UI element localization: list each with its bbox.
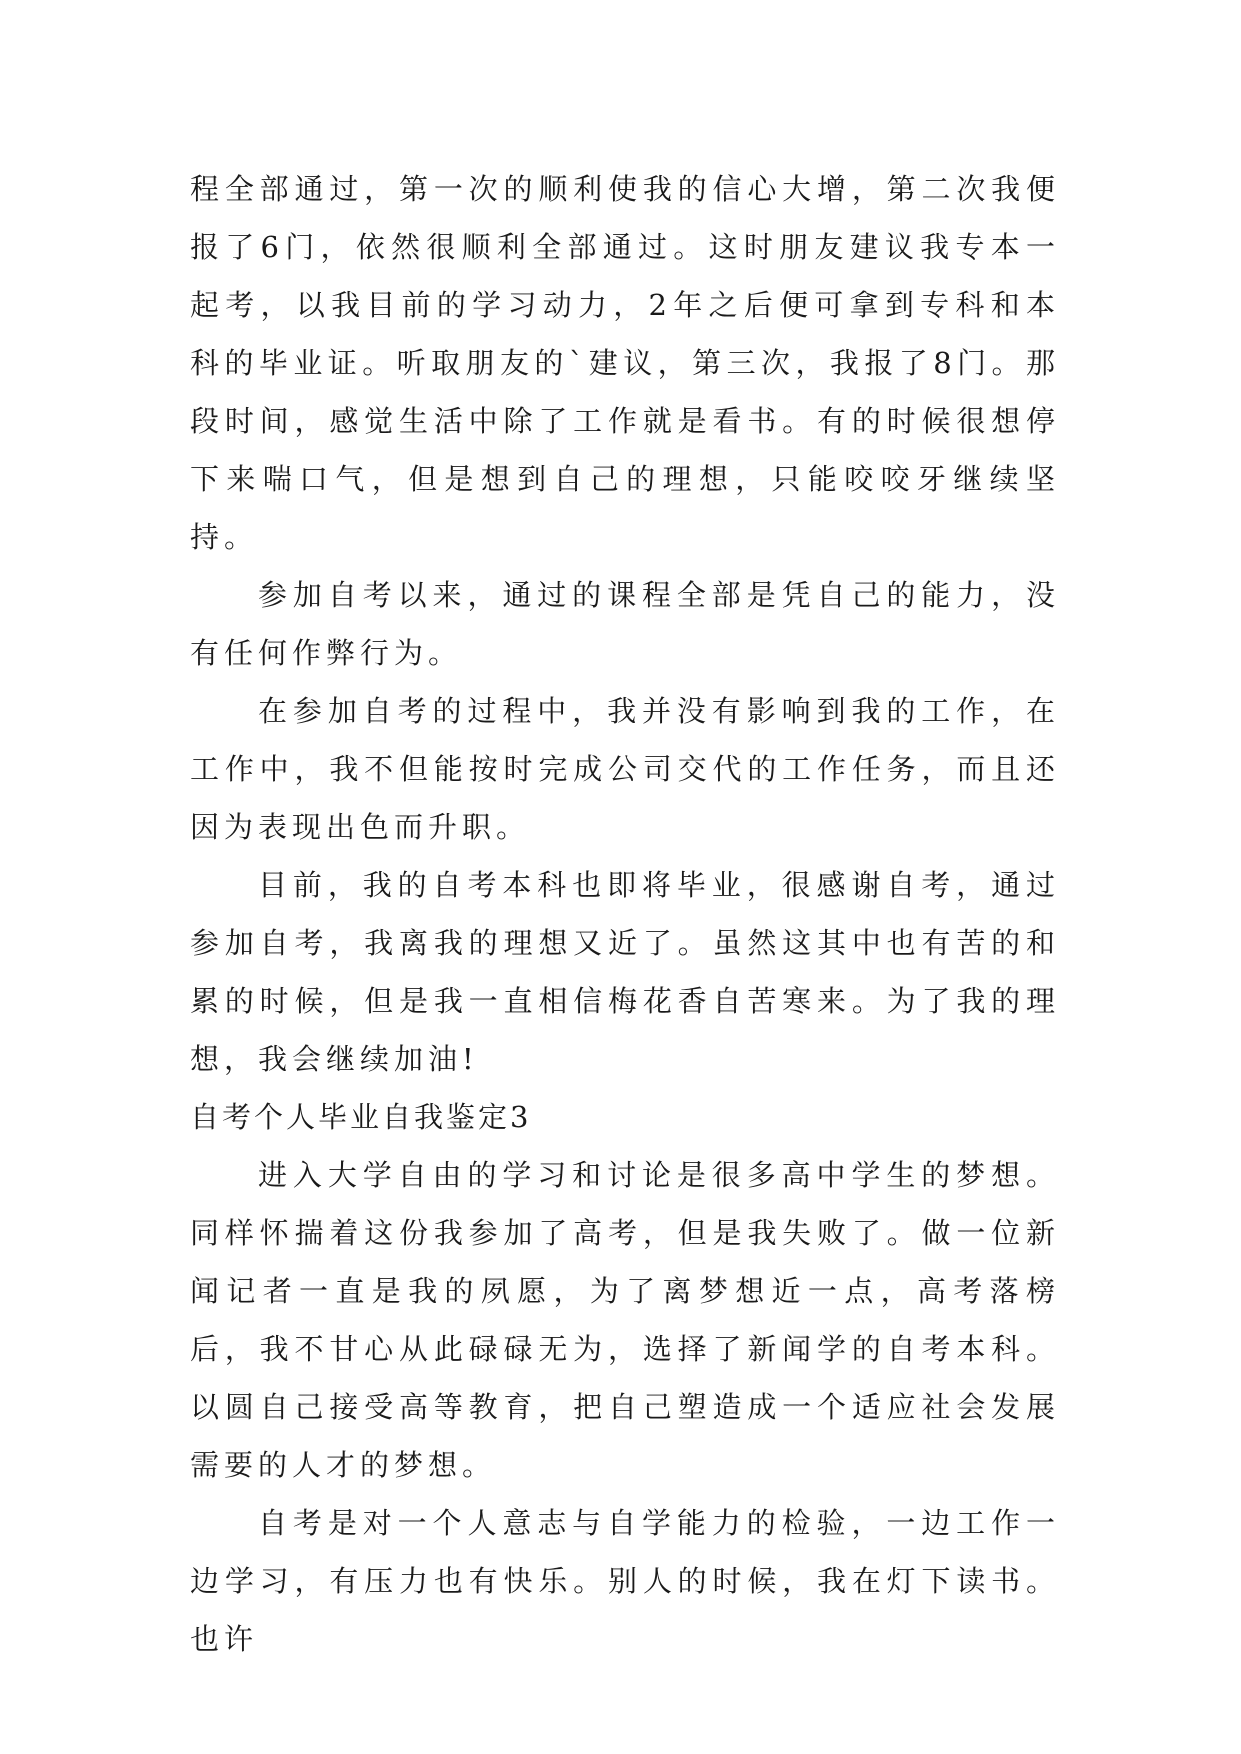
document-body bbox=[190, 160, 1060, 1668]
section-heading: 自考个人毕业自我鉴定3 bbox=[190, 1100, 532, 1134]
paragraph: 进入大学自由的学习和讨论是很多高中学生的梦想。同样怀揣着这份我参加了高考，但是我失败了。做一位新闻记者一直是我的夙愿，为了离梦想近一点，高考落榜后，我不甘心从此碌碌无为，选择了新闻学的自考本科。以圆自己接受高等教育，把自己塑造成一个适应社会发展需要的人才的梦想。 bbox=[190, 1158, 1060, 1482]
paragraph: 在参加自考的过程中，我并没有影响到我的工作，在工作中，我不但能按时完成公司交代的工作任务，而且还因为表现出色而升职。 bbox=[190, 694, 1060, 844]
paragraph-continued: 程全部通过，第一次的顺利使我的信心大增，第二次我便报了6门，依然很顺利全部通过。这时朋友建议我专本一起考，以我目前的学习动力，2年之后便可拿到专科和本科的毕业证。听取朋友的`建议，第三次，我报了8门。那段时间，感觉生活中除了工作就是看书。有的时候很想停下来喘口气，但是想到自己的理想，只能咬咬牙继续坚持。 bbox=[190, 172, 1060, 554]
paragraph: 目前，我的自考本科也即将毕业，很感谢自考，通过参加自考，我离我的理想又近了。虽然这其中也有苦的和累的时候，但是我一直相信梅花香自苦寒来。为了我的理想，我会继续加油! bbox=[190, 868, 1060, 1076]
paragraph: 参加自考以来，通过的课程全部是凭自己的能力，没有任何作弊行为。 bbox=[190, 578, 1060, 670]
paragraph: 自考是对一个人意志与自学能力的检验，一边工作一边学习，有压力也有快乐。别人的时候，我在灯下读书。也许 bbox=[190, 1506, 1060, 1656]
